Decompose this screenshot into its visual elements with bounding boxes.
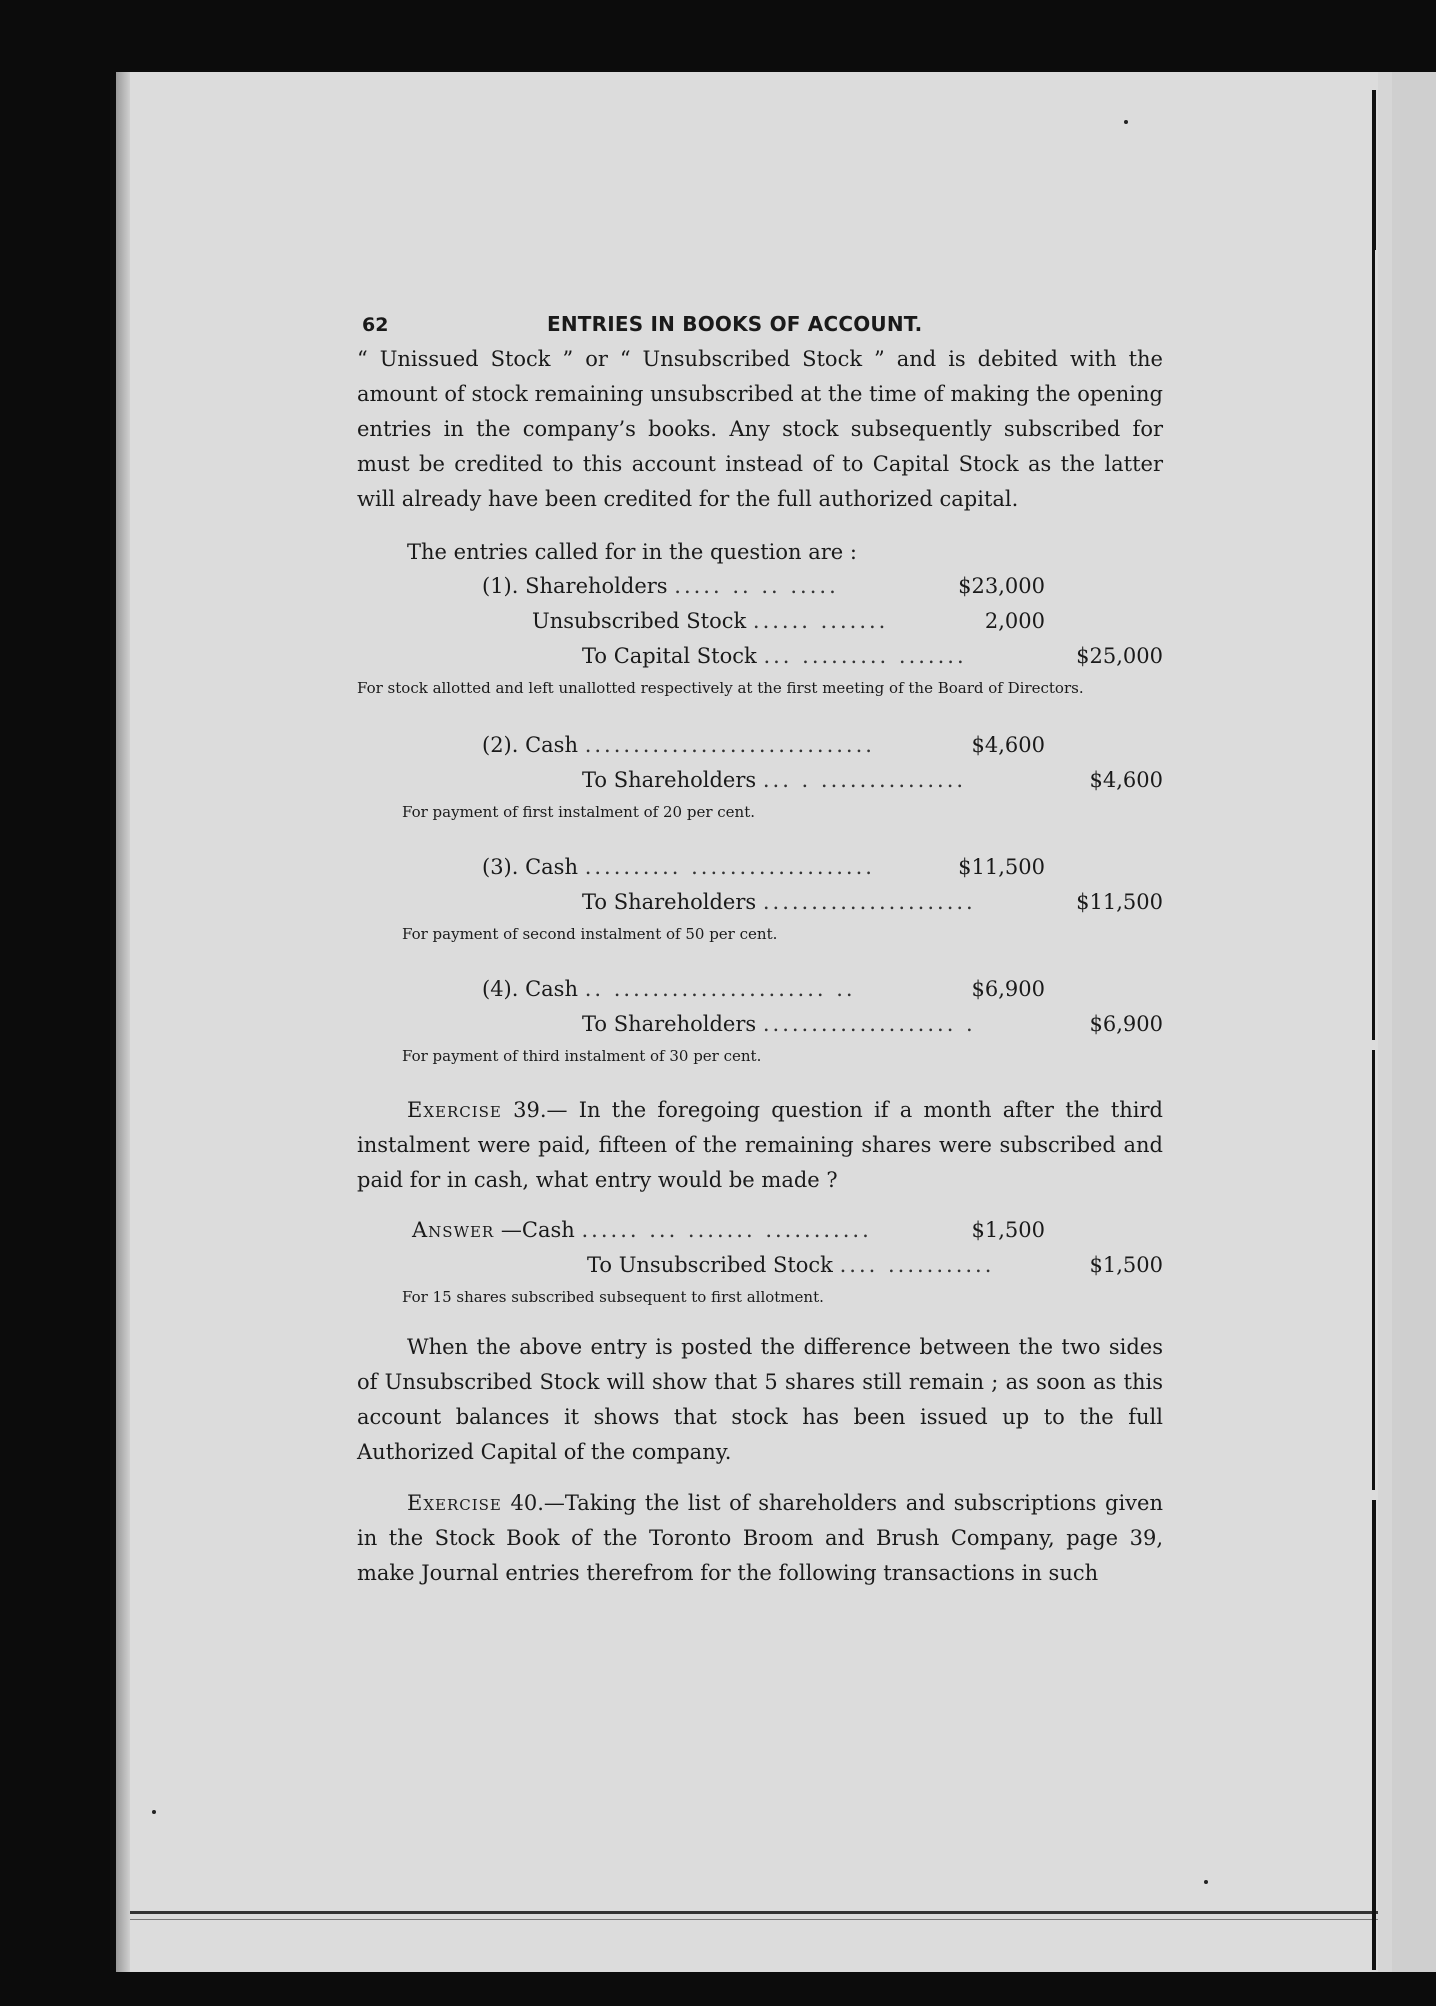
paragraph-after-answer: When the above entry is posted the difference between the two sides of Unsubscribed Stock will show that 5 shares still remain ; as soon as this account balances it shows that stock has been issued up to the full Authorized Capital of the company. [357, 1335, 1163, 1464]
debit-amount: $23,000 [958, 574, 1045, 598]
journal-line [357, 973, 1163, 1008]
gutter-bar [1372, 1050, 1375, 1490]
speck [1204, 1880, 1208, 1884]
account-label: To Capital Stock [582, 644, 757, 668]
account-label: (2). Cash [482, 733, 578, 757]
debit-amount: $4,600 [971, 733, 1045, 757]
page-gutter [1378, 72, 1392, 1972]
journal-line [357, 1008, 1163, 1043]
leader-dots: ...... ....... [752, 609, 889, 633]
entry-narration: For payment of second instalment of 50 per cent. [402, 925, 778, 943]
journal-line [357, 886, 1163, 921]
exercise-text: 39.— In the foregoing question if a month after the third instalment were paid, fifteen of the remaining shares were subscribed and paid for in cash, what entry would be made ? [357, 1098, 1163, 1192]
journal-line [357, 640, 1163, 675]
leader-dots: ... . ............... [762, 768, 967, 792]
account-label: To Unsubscribed Stock [587, 1253, 833, 1277]
leader-dots: ..... .. .. ..... [674, 574, 839, 598]
leader-dots: ...................... [762, 890, 976, 914]
credit-amount: $1,500 [1089, 1253, 1163, 1277]
exercise-40 [357, 1486, 1163, 1591]
leader-dots: .......... ................... [584, 855, 875, 879]
debit-amount: 2,000 [984, 609, 1045, 633]
entry-narration: For stock allotted and left unallotted respectively at the first meeting of the Board of Directors. [357, 679, 1084, 697]
answer-label: Answer [412, 1218, 495, 1242]
debit-amount: $11,500 [958, 855, 1045, 879]
entry-narration: For 15 shares subscribed subsequent to first allotment. [402, 1288, 824, 1306]
page-number: 62 [362, 314, 389, 336]
page-content [357, 310, 1163, 1591]
account-label: —Cash [494, 1218, 575, 1242]
running-header [357, 310, 1163, 342]
gutter-bar [1372, 90, 1376, 250]
account-label: (3). Cash [482, 855, 578, 879]
account-label: (1). Shareholders [482, 574, 668, 598]
adjacent-page-edge [1392, 72, 1436, 1972]
account-label: Unsubscribed Stock [532, 609, 747, 633]
journal-line [357, 1249, 1163, 1284]
intro-paragraph: “ Unissued Stock ” or “ Unsubscribed Stock ” and is debited with the amount of stock remaining unsubscribed at the time of making the opening entries in the company’s books. Any stock subsequently subscribed for must be credited to this account instead of to Capital Stock as the latter will already have been credited for the full authorized capital. [357, 347, 1163, 511]
exercise-39 [357, 1093, 1163, 1198]
exercise-label: Exercise [407, 1098, 502, 1122]
speck [152, 1810, 156, 1814]
leader-dots: .................... . [762, 1012, 976, 1036]
entry-narration: For payment of first instalment of 20 per cent. [402, 803, 755, 821]
leader-dots: .. ...................... .. [584, 977, 856, 1001]
bottom-rule-thin [130, 1919, 1378, 1920]
leader-dots: ... ......... ....... [763, 644, 967, 668]
credit-amount: $11,500 [1076, 890, 1163, 914]
journal-line [357, 851, 1163, 886]
account-label: To Shareholders [582, 1012, 757, 1036]
entries-intro: The entries called for in the question are : [407, 540, 857, 564]
journal-line [357, 729, 1163, 764]
bottom-rule [130, 1911, 1378, 1914]
debit-amount: $6,900 [971, 977, 1045, 1001]
gutter-bar [1372, 250, 1375, 1040]
exercise-text: 40.—Taking the list of shareholders and subscriptions given in the Stock Book of the Toronto Broom and Brush Company, page 39, make Journal entries therefrom for the following transactions in such [357, 1491, 1163, 1585]
credit-amount: $6,900 [1089, 1012, 1163, 1036]
journal-line [357, 764, 1163, 799]
journal-line [357, 605, 1163, 640]
entry-narration: For payment of third instalment of 30 per cent. [402, 1047, 762, 1065]
account-label: To Shareholders [582, 768, 757, 792]
gutter-bar [1372, 1500, 1376, 1970]
leader-dots: .............................. [584, 733, 875, 757]
credit-amount: $25,000 [1076, 644, 1163, 668]
leader-dots: ...... ... ....... ........... [581, 1218, 872, 1242]
account-label: To Shareholders [582, 890, 757, 914]
leader-dots: .... ........... [839, 1253, 995, 1277]
speck [1124, 120, 1128, 124]
running-title: ENTRIES IN BOOKS OF ACCOUNT. [547, 312, 923, 336]
debit-amount: $1,500 [971, 1218, 1045, 1242]
account-label: (4). Cash [482, 977, 578, 1001]
journal-line [357, 570, 1163, 605]
credit-amount: $4,600 [1089, 768, 1163, 792]
journal-line [357, 1214, 1163, 1249]
exercise-label: Exercise [407, 1491, 502, 1515]
page-edge [116, 72, 130, 1972]
